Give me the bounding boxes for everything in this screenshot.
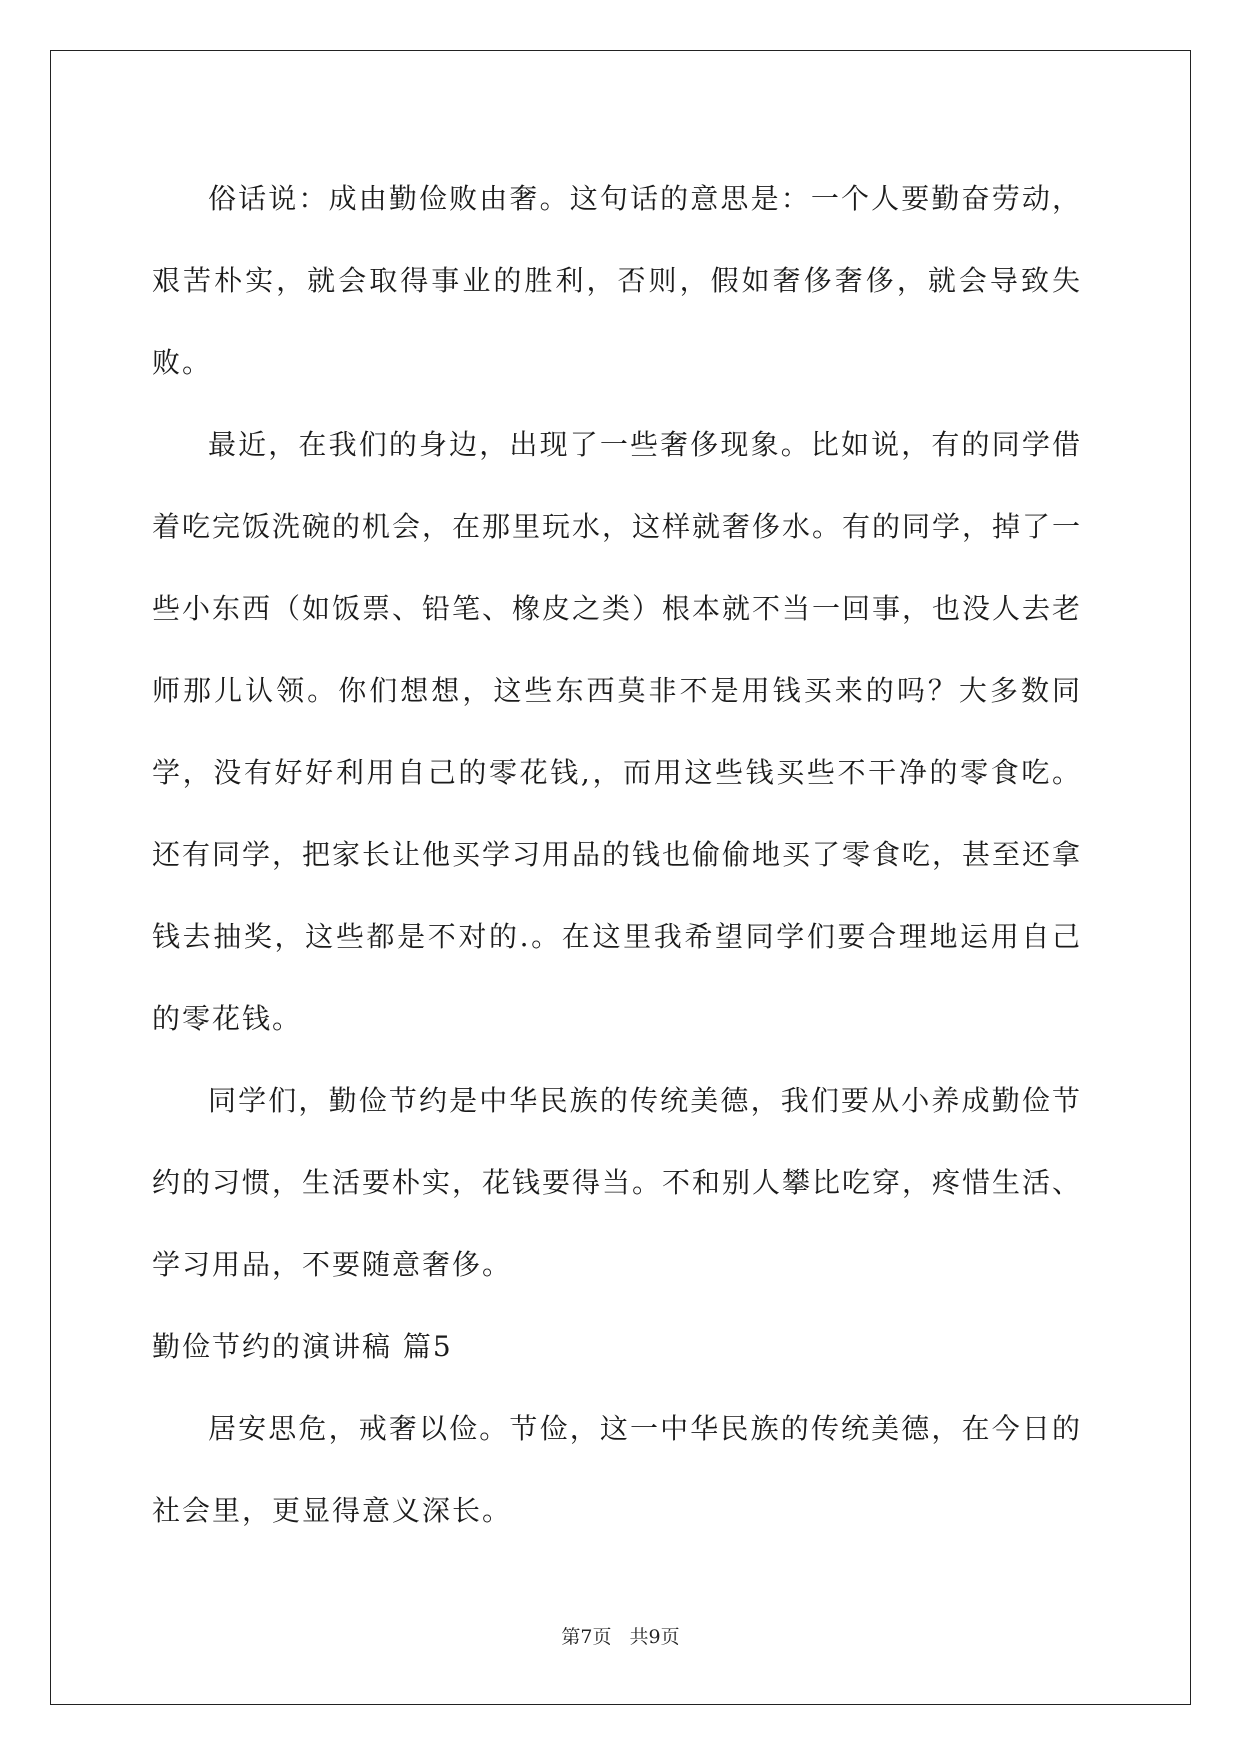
paragraph-3: 同学们，勤俭节约是中华民族的传统美德，我们要从小养成勤俭节约的习惯，生活要朴实，花钱要得当。不和别人攀比吃穿，疼惜生活、学习用品，不要随意奢侈。: [152, 1084, 1083, 1281]
page-total: 共9页: [629, 1626, 680, 1648]
paragraph-1: 俗话说：成由勤俭败由奢。这句话的意思是：一个人要勤奋劳动，艰苦朴实，就会取得事业的胜利，否则，假如奢侈奢侈，就会导致失败。: [152, 182, 1082, 379]
page-footer: [0, 1622, 1241, 1649]
paragraph-4: 居安思危，戒奢以俭。节俭，这一中华民族的传统美德，在今日的社会里，更显得意义深长。: [152, 1412, 1082, 1527]
section-heading: 勤俭节约的演讲稿 篇5: [152, 1330, 453, 1363]
document-body: [152, 158, 1082, 1552]
paragraph-2: 最近，在我们的身边，出现了一些奢侈现象。比如说，有的同学借着吃完饭洗碗的机会，在那里玩水，这样就奢侈水。有的同学，掉了一些小东西（如饭票、铅笔、橡皮之类）根本就不当一回事，也没人去老师那儿认领。你们想想，这些东西莫非不是用钱买来的吗？大多数同学，没有好好利用自己的零花钱,，而用这些钱买些不干净的零食吃。还有同学，把家长让他买学习用品的钱也偷偷地买了零食吃，甚至还拿钱去抽奖，这些都是不对的.。在这里我希望同学们要合理地运用自己的零花钱。: [152, 428, 1083, 1035]
page-number: 第7页: [561, 1626, 612, 1648]
